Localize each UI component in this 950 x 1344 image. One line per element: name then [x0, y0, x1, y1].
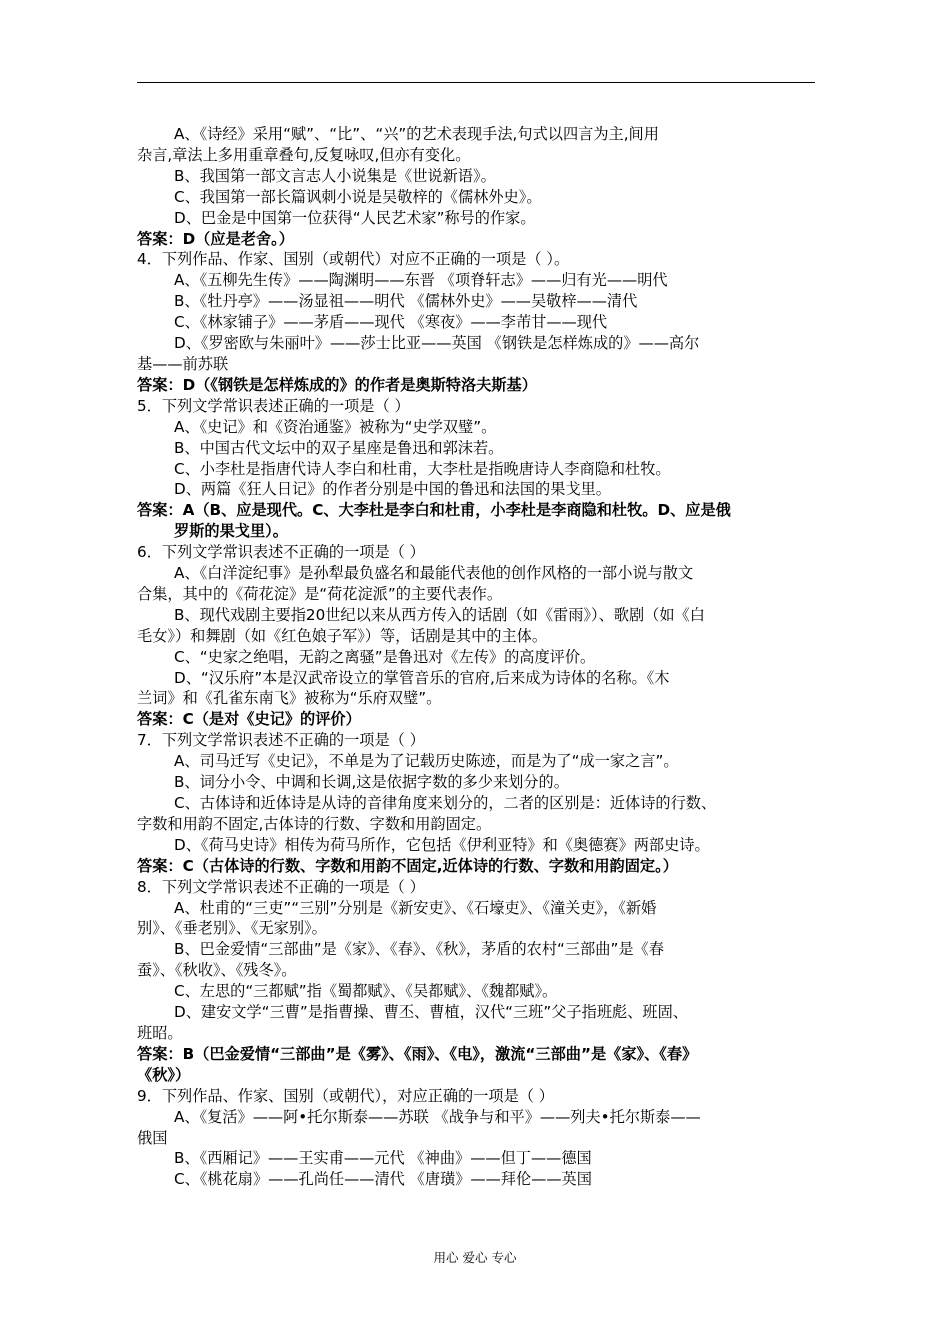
header-rule	[137, 82, 815, 83]
page-footer: 用心 爱心 专心	[433, 1250, 517, 1265]
text-line: B、《牡丹亭》——汤显祖——明代 《儒林外史》——吴敬梓——清代	[174, 292, 638, 311]
text-line: 俄国	[137, 1128, 168, 1147]
text-line: A、《诗经》采用“赋”、“比”、“兴”的艺术表现手法,句式以四言为主,间用	[174, 125, 659, 143]
text-line: D、“汉乐府”本是汉武帝设立的掌管音乐的官府,后来成为诗体的名称。《木	[174, 668, 670, 687]
text-line: 基——前苏联	[137, 354, 229, 373]
text-line: C、“史家之绝唱，无韵之离骚”是鲁迅对《左传》的高度评价。	[174, 647, 596, 666]
text-line: B、我国第一部文言志人小说集是《世说新语》。	[174, 166, 496, 185]
text-line: 杂言,章法上多用重章叠句,反复咏叹,但亦有变化。	[137, 145, 471, 164]
text-line: B、词分小令、中调和长调,这是依据字数的多少来划分的。	[174, 773, 569, 792]
text-line: A、《史记》和《资治通鉴》被称为“史学双璧”。	[174, 417, 497, 436]
text-line: 5．下列文学常识表述正确的一项是（ ）	[137, 396, 410, 415]
answer-line: 答案：B（巴金爱情“三部曲”是《雾》、《雨》、《电》，激流“三部曲”是《家》、《春》	[137, 1044, 698, 1063]
text-line: D、建安文学“三曹”是指曹操、曹丕、曹植，汉代“三班”父子指班彪、班固、	[174, 1003, 688, 1022]
text-line: A、司马迁写《史记》，不单是为了记载历史陈迹，而是为了“成一家之言”。	[174, 752, 679, 771]
text-line: A、《五柳先生传》——陶渊明——东晋 《项脊轩志》——归有光——明代	[174, 271, 668, 290]
answer-line: 答案：D（应是老舍。）	[137, 229, 294, 248]
text-line: D、两篇《狂人日记》的作者分别是中国的鲁迅和法国的果戈里。	[174, 480, 611, 499]
answer-line: 答案：A（B、应是现代。C、大李杜是李白和杜甫，小李杜是李商隐和杜牧。D、应是俄	[137, 501, 731, 520]
text-line: 6．下列文学常识表述不正确的一项是（ ）	[137, 543, 425, 562]
answer-line: 罗斯的果戈里）。	[174, 522, 288, 541]
text-line: 9．下列作品、作家、国别（或朝代），对应正确的一项是（ ）	[137, 1086, 554, 1105]
text-line: 字数和用韵不固定,古体诗的行数、字数和用韵固定。	[137, 814, 492, 833]
answer-line: 答案：C（古体诗的行数、字数和用韵不固定,近体诗的行数、字数和用韵固定。）	[137, 856, 678, 875]
text-line: A、杜甫的“三吏”“三别”分别是《新安吏》、《石壕吏》、《潼关吏》，《新婚	[174, 898, 657, 917]
text-line: C、《林家铺子》——茅盾——现代 《寒夜》——李芾甘——现代	[174, 313, 608, 332]
text-line: D、巴金是中国第一位获得“人民艺术家”称号的作家。	[174, 208, 536, 227]
text-line: 8．下列文学常识表述不正确的一项是（ ）	[137, 877, 425, 896]
text-line: C、左思的“三都赋”指《蜀都赋》、《吴都赋》、《魏都赋》。	[174, 982, 558, 1001]
answer-line: 答案：C（是对《史记》的评价）	[137, 710, 361, 729]
text-line: 班昭。	[137, 1023, 183, 1042]
text-line: 4．下列作品、作家、国别（或朝代）对应不正确的一项是（ ）。	[137, 250, 570, 269]
text-line: B、中国古代文坛中的双子星座是鲁迅和郭沫若。	[174, 438, 504, 457]
text-line: 合集，其中的《荷花淀》是“荷花淀派”的主要代表作。	[137, 584, 503, 603]
text-line: C、我国第一部长篇讽刺小说是吴敬梓的《儒林外史》。	[174, 187, 542, 206]
answer-line: 《秋》）	[137, 1065, 191, 1084]
text-line: A、《白洋淀纪事》是孙犁最负盛名和最能代表他的创作风格的一部小说与散文	[174, 564, 694, 583]
text-line: B、现代戏剧主要指20世纪以来从西方传入的话剧（如《雷雨》）、歌剧（如《白	[174, 605, 705, 624]
text-line: B、巴金爱情“三部曲”是《家》、《春》、《秋》，茅盾的农村“三部曲”是《春	[174, 940, 664, 959]
text-line: C、小李杜是指唐代诗人李白和杜甫，大李杜是指晚唐诗人李商隐和杜牧。	[174, 459, 671, 478]
text-line: D、《罗密欧与朱丽叶》——莎士比亚——英国 《钢铁是怎样炼成的》——高尔	[174, 334, 700, 353]
text-line: A、《复活》——阿•托尔斯泰——苏联 《战争与和平》——列夫•托尔斯泰——	[174, 1107, 701, 1126]
document-body	[137, 124, 827, 1190]
text-line: C、《桃花扇》——孔尚任——清代 《唐璜》——拜伦——英国	[174, 1170, 592, 1189]
text-line: B、《西厢记》——王实甫——元代 《神曲》——但丁——德国	[174, 1149, 592, 1168]
answer-line: 答案：D（《钢铁是怎样炼成的》的作者是奥斯特洛夫斯基）	[137, 375, 537, 394]
text-line: C、古体诗和近体诗是从诗的音律角度来划分的，二者的区别是：近体诗的行数、	[174, 794, 717, 812]
text-line: 7．下列文学常识表述不正确的一项是（ ）	[137, 731, 425, 750]
text-line: 兰词》和《孔雀东南飞》被称为“乐府双璧”。	[137, 689, 442, 708]
text-line: 毛女》）和舞剧（如《红色娘子军》）等，话剧是其中的主体。	[137, 626, 548, 645]
text-line: 蚕》、《秋收》、《残冬》。	[137, 961, 297, 980]
text-line: D、《荷马史诗》相传为荷马所作，它包括《伊利亚特》和《奥德赛》两部史诗。	[174, 835, 710, 854]
text-line: 别》、《垂老别》、《无家别》。	[137, 919, 327, 938]
